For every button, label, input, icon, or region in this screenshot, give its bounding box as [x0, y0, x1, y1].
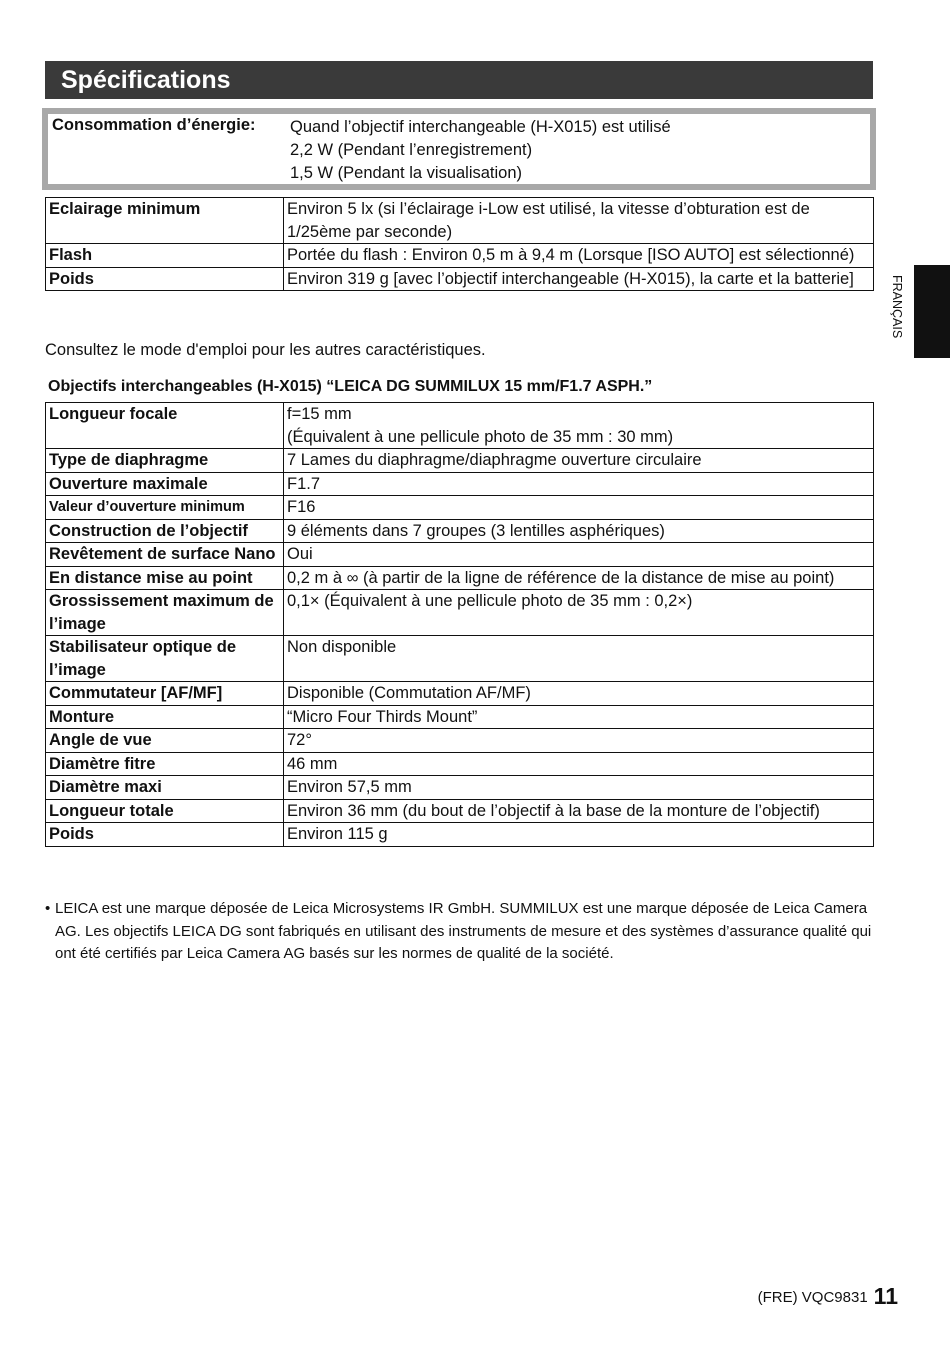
- focal-length-value: f=15 mm: [287, 405, 352, 423]
- table-row: [46, 472, 874, 496]
- spec-value: 72°: [284, 729, 874, 753]
- spec-label: Longueur totale: [46, 799, 284, 823]
- spec-value: Non disponible: [284, 636, 874, 682]
- spec-label: Ouverture maximale: [46, 472, 284, 496]
- page-footer: [758, 1283, 898, 1310]
- table-row: [46, 403, 874, 449]
- spec-value: “Micro Four Thirds Mount”: [284, 705, 874, 729]
- table-row: [46, 705, 874, 729]
- table-row: [46, 566, 874, 590]
- spec-value: Environ 319 g [avec l’objectif interchangeable (H-X015), la carte et la batterie]: [284, 267, 874, 291]
- spec-value: 0,2 m à ∞ (à partir de la ligne de référence de la distance de mise au point): [284, 566, 874, 590]
- lens-spec-table: [45, 402, 874, 847]
- spec-label: Longueur focale: [46, 403, 284, 449]
- spec-label: Construction de l’objectif: [46, 519, 284, 543]
- spec-value: Environ 5 lx (si l’éclairage i-Low est utilisé, la vitesse d’obturation est de 1/25ème par seconde): [284, 198, 874, 244]
- spec-value: F16: [284, 496, 874, 520]
- spec-label: Flash: [46, 244, 284, 268]
- spec-label: En distance mise au point: [46, 566, 284, 590]
- table-row: [46, 543, 874, 567]
- camera-spec-table: [45, 197, 874, 291]
- spec-value: 46 mm: [284, 752, 874, 776]
- document-code: (FRE) VQC9831: [757, 1289, 868, 1306]
- spec-label: Angle de vue: [46, 729, 284, 753]
- trademark-footnote: [45, 898, 875, 966]
- spec-label: Grossissement maximum de l’image: [46, 590, 284, 636]
- table-row: [46, 636, 874, 682]
- spec-label: Poids: [46, 267, 284, 291]
- spec-value: Environ 36 mm (du bout de l’objectif à la base de la monture de l’objectif): [284, 799, 874, 823]
- spec-value: F1.7: [284, 472, 874, 496]
- table-row: [46, 823, 874, 847]
- power-line: Quand l’objectif interchangeable (H-X015) est utilisé: [290, 118, 671, 136]
- table-row: [46, 752, 874, 776]
- table-row: [46, 729, 874, 753]
- power-label: Consommation d’énergie:: [52, 116, 256, 134]
- table-row: [46, 198, 874, 244]
- spec-label: Revêtement de surface Nano: [46, 543, 284, 567]
- power-line: 1,5 W (Pendant la visualisation): [290, 164, 523, 182]
- table-row: [46, 799, 874, 823]
- table-row: [46, 590, 874, 636]
- page-number: 11: [873, 1283, 898, 1309]
- spec-value: 7 Lames du diaphragme/diaphragme ouverture circulaire: [284, 449, 874, 473]
- language-label: FRANÇAIS: [890, 275, 904, 339]
- spec-label: Valeur d’ouverture minimum: [46, 496, 284, 520]
- spec-label: Eclairage minimum: [46, 198, 284, 244]
- spec-value: [284, 403, 874, 449]
- spec-label: Commutateur [AF/MF]: [46, 682, 284, 706]
- spec-label: Diamètre fitre: [46, 752, 284, 776]
- power-consumption-box: [42, 108, 876, 190]
- power-values: [290, 116, 671, 185]
- spec-value: Environ 115 g: [284, 823, 874, 847]
- table-row: [46, 682, 874, 706]
- table-row: [46, 496, 874, 520]
- spec-label: Type de diaphragme: [46, 449, 284, 473]
- power-line: 2,2 W (Pendant l’enregistrement): [290, 141, 533, 159]
- spec-value: Disponible (Commutation AF/MF): [284, 682, 874, 706]
- spec-value: 0,1× (Équivalent à une pellicule photo de 35 mm : 0,2×): [284, 590, 874, 636]
- footnote-text: LEICA est une marque déposée de Leica Microsystems IR GmbH. SUMMILUX est une marque déposée de Leica Camera AG. Les objectifs LEICA DG sont fabriqués en utilisant des instruments de mesure et des systèmes d’assurance qualité qui ont été certifiés par Leica Camera AG basés sur les normes de qualité de la société.: [55, 900, 872, 962]
- see-manual-note: Consultez le mode d'emploi pour les autres caractéristiques.: [45, 341, 486, 359]
- table-row: [46, 519, 874, 543]
- focal-length-equivalent: (Équivalent à une pellicule photo de 35 mm : 30 mm): [287, 427, 674, 446]
- spec-label: Monture: [46, 705, 284, 729]
- page-title: Spécifications: [45, 61, 873, 99]
- spec-label: Diamètre maxi: [46, 776, 284, 800]
- table-row: [46, 449, 874, 473]
- spec-value: 9 éléments dans 7 groupes (3 lentilles asphériques): [284, 519, 874, 543]
- spec-label: Stabilisateur optique de l’image: [46, 636, 284, 682]
- table-row: [46, 244, 874, 268]
- spec-value: Oui: [284, 543, 874, 567]
- bullet-icon: •: [45, 900, 51, 917]
- spec-label: Poids: [46, 823, 284, 847]
- lens-heading: Objectifs interchangeables (H-X015) “LEICA DG SUMMILUX 15 mm/F1.7 ASPH.”: [48, 378, 653, 395]
- spec-value: Portée du flash : Environ 0,5 m à 9,4 m (Lorsque [ISO AUTO] est sélectionné): [284, 244, 874, 268]
- spec-value: Environ 57,5 mm: [284, 776, 874, 800]
- language-tab-marker: [914, 265, 950, 358]
- table-row: [46, 776, 874, 800]
- table-row: [46, 267, 874, 291]
